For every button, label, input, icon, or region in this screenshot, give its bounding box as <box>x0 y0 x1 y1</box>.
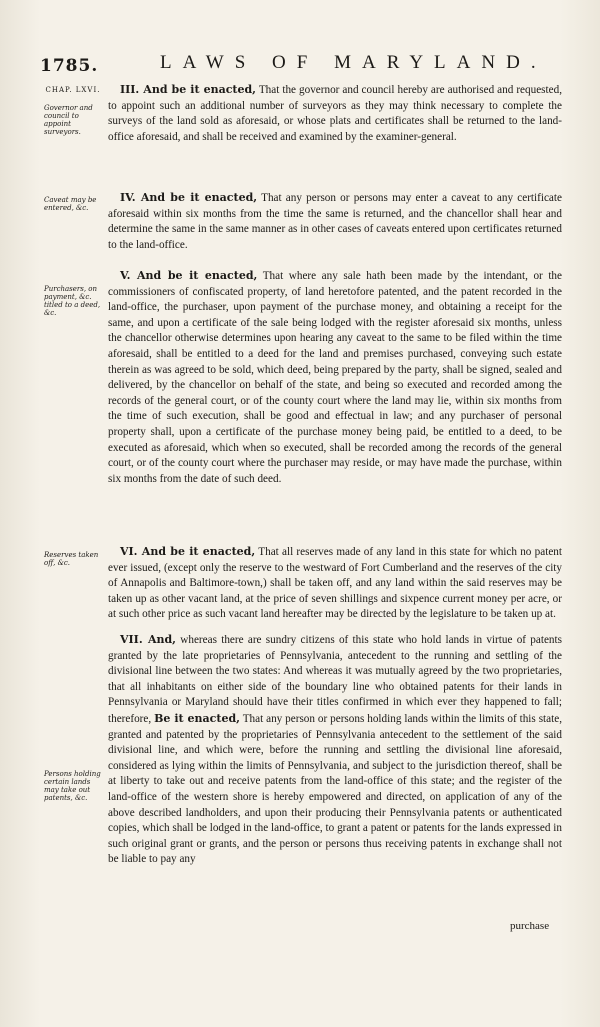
section-text: whereas there are sundry citizens of this state who hold lands in virtue of patents granted by the late proprietaries of Pennsylvania, antecedent to the running and settling of the divisional line between the two states: And whereas it was mutually agreed by the two proprietaries, that all inhabitants on either side of the boundary line who obtained patents for their lands in Pennsylvania or Maryland should have their titles confirmed in which ever they happened to fall; therefore, <box>108 634 562 725</box>
enacting-clause-2: Be it enacted, <box>154 711 240 725</box>
catchword: purchase <box>510 920 550 932</box>
section-text: That where any sale hath been made by the intendant, or the commissioners of confiscated property, of land heretofore patented, and the patent recorded in the land-office, the purchaser, upon payment of the purchase money, and obtaining a receipt for the same, and upon a certificate of the sale being lodged with the register aforesaid six months, unless the chancellor otherwise determines upon hearing any caveat to the same to be filed within the time aforesaid, shall be entitled to a deed for the land and premises purchased, conveying such estate therein as was agreed to be sold, which deed, being prepared by the party, shall be signed, sealed and delivered, by the chancellor on behalf of the state, and being so executed and recorded among the records of the general court, or of the county court where the land may lie, within six months from the time of such execution, shall be good and effectual in law; and any purchaser of personal property shall, upon a certificate of the purchase money being paid, be entitled to a deed, to be executed as aforesaid, which when so executed, shall be recorded among the records of the general court, or of the county court where the purchaser may reside, or may have made the purchase, within six months from the date of such deed. <box>108 270 562 485</box>
section-text: That all reserves made of any land in this state for which no patent ever issued, (except only the reserve to the westward of Fort Cumberland and the reserves of the city of Annapolis and Baltimore-town,) shall be taken off, and any land within the said reserves may be taken up as other vacant land, at the price of seven shillings and sixpence current money per acre, or at such other price as such vacant land hereafter may be directed by the legislature to be taken up at. <box>108 546 562 621</box>
section-text: That the governor and council hereby are authorised and requested, to appoint such an additional number of surveyors as they may think necessary to complete the surveys of the land sold as aforesaid, or whose plats and certificates shall be returned to the land-office aforesaid, and shall be received and examined by the examiner-general. <box>108 84 562 143</box>
enacting-clause: III. And be it enacted, <box>120 83 257 96</box>
section-3 <box>108 82 562 145</box>
section-text-2: That any person or persons holding lands within the limits of this state, granted and patented by the proprietaries of Pennsylvania antecedent to the settlement of the said divisional line, and which were, before the running and settling the divisional line aforesaid, considered as lying within the limits of Pennsylvania, and subject to the jurisdiction thereof, shall be at liberty to take out and receive patents from the land-office of this state; and the register of the land-office of the western shore is hereby empowered and directed, on application of any of the above described landholders, and upon their producing their Pennsylvania patents or authenticated copies, which shall be lodged in the land-office, to grant a patent or patents for the lands expressed in such original grant or grants, and the person or persons thus receiving patents in exchange shall not be liable to pay any <box>108 712 562 866</box>
enacting-clause: VII. And, <box>120 633 177 646</box>
running-title: LAWS OF MARYLAND. <box>160 52 547 73</box>
margin-note-purchasers: Purchasers, on payment, &c. titled to a deed, &c. <box>44 285 101 317</box>
margin-note-surveyors: Governor and council to appoint surveyors. <box>44 104 93 136</box>
section-text: That any person or persons may enter a caveat to any certificate aforesaid within six months from the time the same is returned, and the chancellor shall hear and determine the same in the same manner as in other cases of caveats entered upon certificates returned to the land-office. <box>108 192 562 251</box>
page-year: 1785. <box>40 56 99 76</box>
section-7 <box>108 632 562 868</box>
enacting-clause: V. And be it enacted, <box>120 269 258 282</box>
margin-note-caveat: Caveat may be entered, &c. <box>44 196 97 212</box>
enacting-clause: IV. And be it enacted, <box>120 191 258 204</box>
margin-note-persons-holding: Persons holding certain lands may take out patents, &c. <box>44 770 101 802</box>
section-5 <box>108 268 562 487</box>
section-6 <box>108 544 562 623</box>
enacting-clause: VI. And be it enacted, <box>120 545 256 558</box>
chapter-label: CHAP. LXVI. <box>45 86 101 94</box>
margin-note-reserves: Reserves taken off, &c. <box>44 551 99 567</box>
section-4 <box>108 190 562 253</box>
